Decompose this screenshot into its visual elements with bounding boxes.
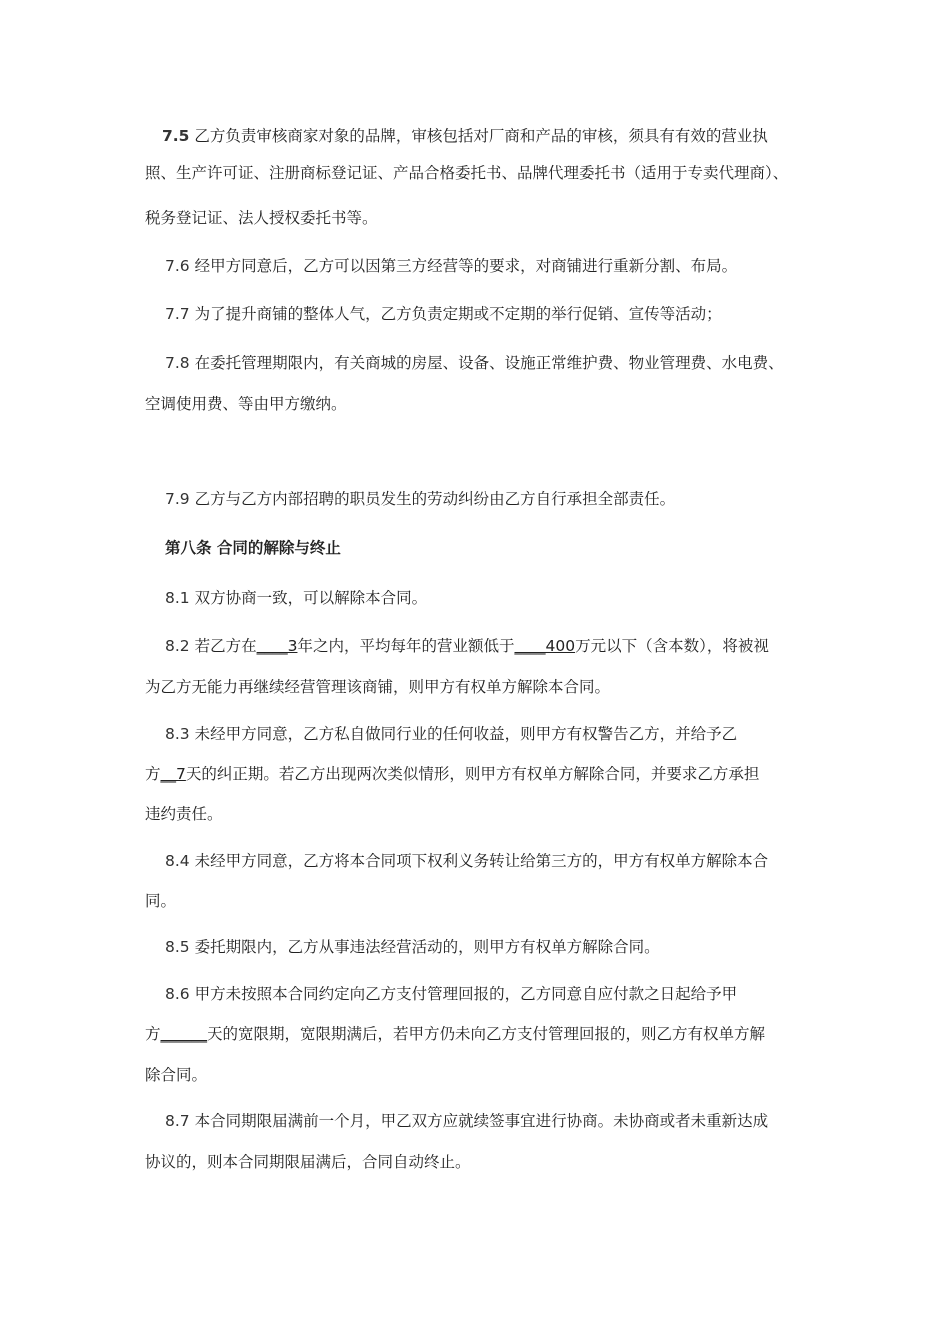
clause-8-3-line-2 [145, 763, 815, 785]
clause-text: 年之内，平均每年的营业额低于 [297, 637, 515, 655]
clause-7-8-line-1 [165, 352, 835, 374]
clause-7-5-line-2: 照、生产许可证、注册商标登记证、产品合格委托书、品牌代理委托书（适用于专卖代理商）、 [145, 164, 789, 182]
clause-8-6-line-3: 除合同。 [145, 1066, 208, 1084]
clause-8-4-line-1 [165, 850, 835, 872]
clause-8-2-line-2: 为乙方无能力再继续经营管理该商铺，则甲方有权单方解除本合同。 [145, 678, 611, 696]
clause-number: 8.7 [165, 1112, 190, 1130]
clause-8-6-line-1 [165, 983, 835, 1005]
clause-text: 委托期限内，乙方从事违法经营活动的，则甲方有权单方解除合同。 [189, 938, 660, 956]
clause-text: 未经甲方同意，乙方私自做同行业的任何收益，则甲方有权警告乙方，并给予乙 [189, 725, 738, 743]
grace-days-blank: ______ [160, 1025, 208, 1043]
clause-7-8-line-2: 空调使用费、等由甲方缴纳。 [145, 395, 347, 413]
clause-text: 若乙方在 [189, 637, 257, 655]
clause-8-6-line-2 [145, 1023, 815, 1045]
clause-text: 甲方未按照本合同约定向乙方支付管理回报的，乙方同意自应付款之日起给予甲 [189, 985, 738, 1003]
clause-text: 未经甲方同意，乙方将本合同项下权利义务转让给第三方的，甲方有权单方解除本合 [189, 852, 769, 870]
clause-number: 8.4 [165, 852, 190, 870]
clause-text: 本合同期限届满前一个月，甲乙双方应就续签事宜进行协商。未协商或者未重新达成 [189, 1112, 769, 1130]
clause-8-3-line-3: 违约责任。 [145, 805, 223, 823]
clause-8-5 [165, 936, 835, 958]
clause-text: 在委托管理期限内，有关商城的房屋、设备、设施正常维护费、物业管理费、水电费、 [189, 354, 784, 372]
clause-7-5-line-1 [162, 125, 832, 147]
clause-number: 8.6 [165, 985, 190, 1003]
clause-7-9 [165, 488, 835, 510]
amount-blank: ____400 [514, 637, 576, 655]
clause-8-1 [165, 587, 835, 609]
clause-8-3-line-1 [165, 723, 835, 745]
clause-7-5-line-3: 税务登记证、法人授权委托书等。 [145, 209, 378, 227]
clause-7-7 [165, 303, 835, 325]
clause-text: 乙方与乙方内部招聘的职员发生的劳动纠纷由乙方自行承担全部责任。 [189, 490, 676, 508]
clause-text: 万元以下（含本数），将被视 [575, 637, 769, 655]
clause-number: 8.3 [165, 725, 190, 743]
clause-text: 天的宽限期，宽限期满后，若甲方仍未向乙方支付管理回报的，则乙方有权单方解 [207, 1025, 766, 1043]
clause-text: 乙方负责审核商家对象的品牌，审核包括对厂商和产品的审核，须具有有效的营业执 [189, 127, 768, 145]
clause-number: 8.1 [165, 589, 190, 607]
clause-number: 7.9 [165, 490, 190, 508]
section-8-heading: 第八条 合同的解除与终止 [165, 539, 341, 557]
clause-text: 方 [145, 765, 161, 783]
clause-8-4-line-2: 同。 [145, 892, 177, 910]
clause-number: 7.5 [162, 127, 190, 145]
clause-8-2-line-1 [165, 635, 835, 657]
clause-number: 8.5 [165, 938, 190, 956]
clause-7-6 [165, 255, 835, 277]
clause-number: 7.8 [165, 354, 190, 372]
clause-number: 7.7 [165, 305, 190, 323]
clause-text: 为了提升商铺的整体人气，乙方负责定期或不定期的举行促销、宣传等活动； [189, 305, 722, 323]
clause-text: 双方协商一致，可以解除本合同。 [189, 589, 428, 607]
years-blank: ____3 [256, 637, 298, 655]
clause-text: 天的纠正期。若乙方出现两次类似情形，则甲方有权单方解除合同，并要求乙方承担 [185, 765, 760, 783]
clause-text: 方 [145, 1025, 161, 1043]
days-blank: __7 [160, 765, 186, 783]
clause-number: 8.2 [165, 637, 190, 655]
clause-8-7-line-1 [165, 1110, 835, 1132]
clause-text: 经甲方同意后，乙方可以因第三方经营等的要求，对商铺进行重新分割、布局。 [189, 257, 738, 275]
clause-8-7-line-2: 协议的，则本合同期限届满后，合同自动终止。 [145, 1153, 471, 1171]
clause-number: 7.6 [165, 257, 190, 275]
